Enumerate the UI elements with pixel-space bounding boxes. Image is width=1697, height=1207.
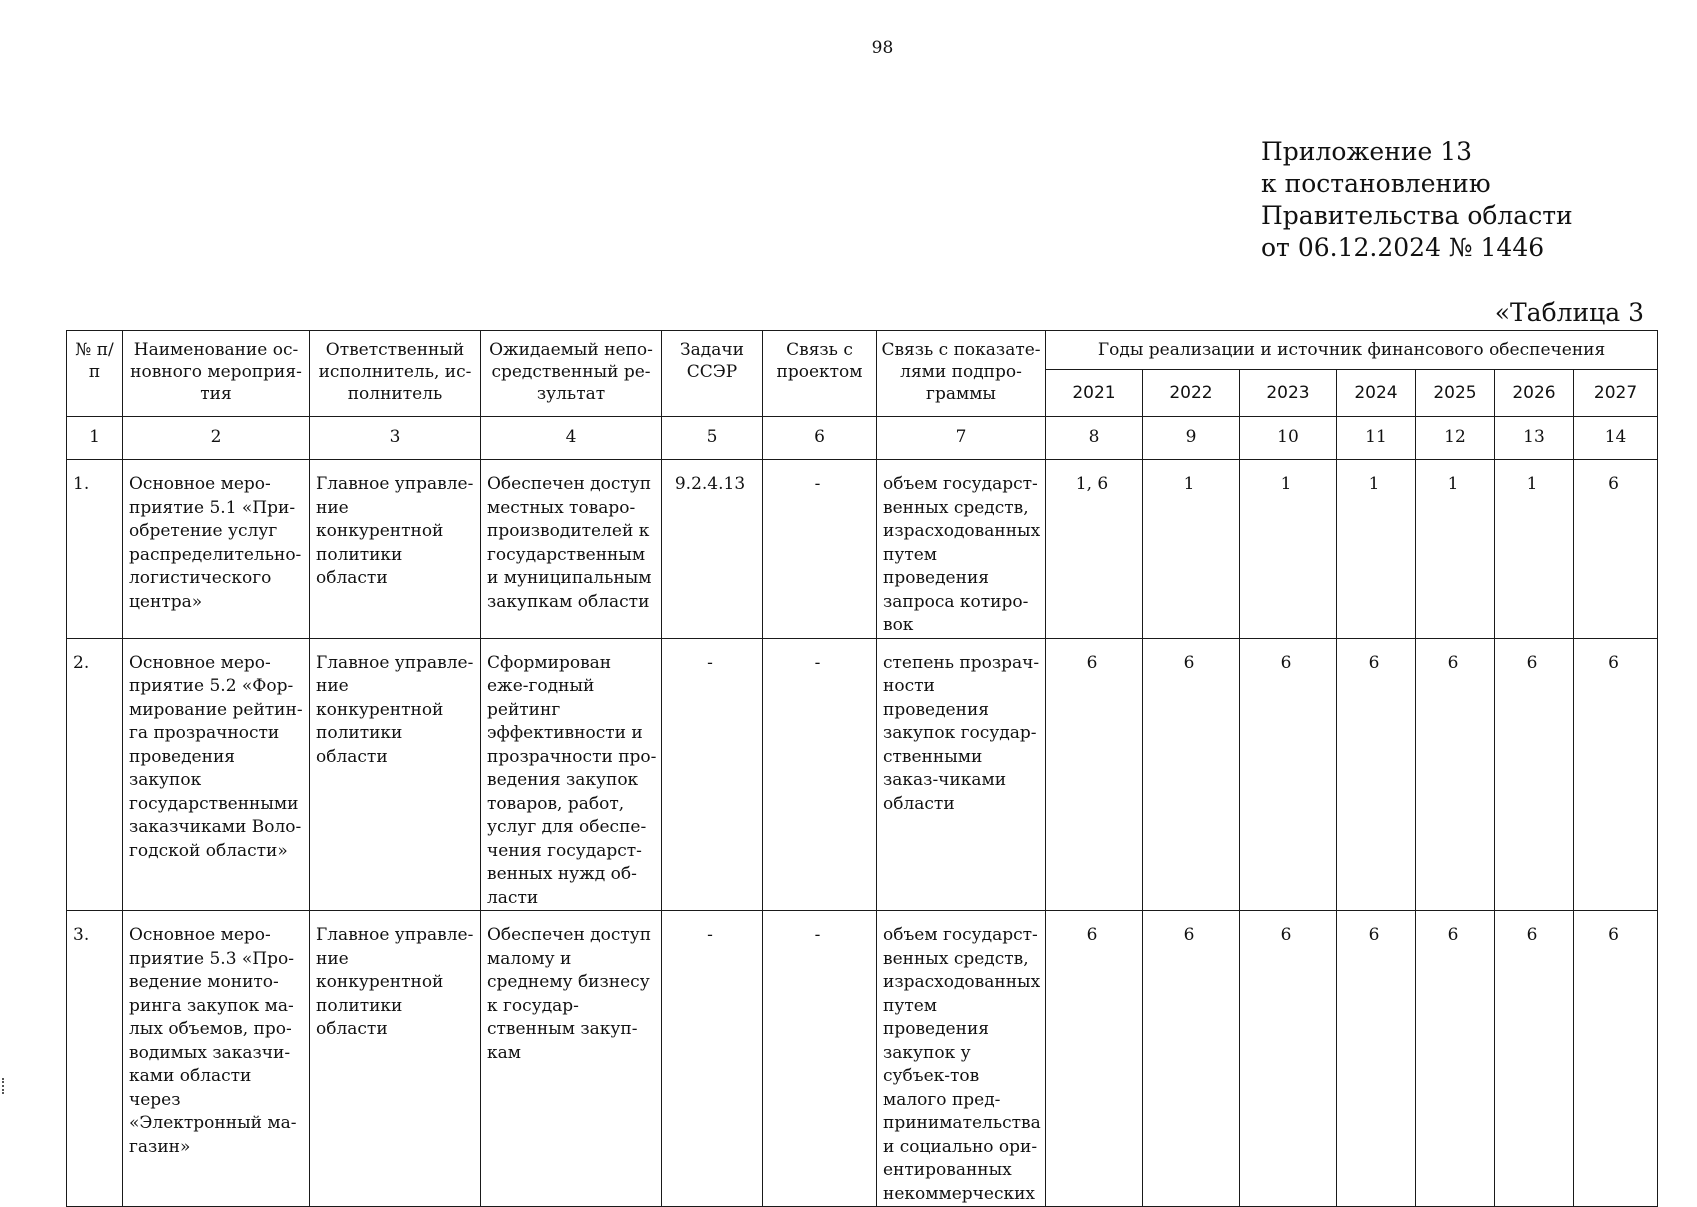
column-number: 4	[481, 417, 662, 460]
column-number: 10	[1240, 417, 1337, 460]
row-year-value: 1, 6	[1046, 460, 1143, 639]
table-caption: «Таблица 3	[1494, 298, 1644, 327]
table-row	[67, 911, 1658, 1207]
row-year-value: 1	[1240, 460, 1337, 639]
row-tasks: -	[662, 638, 763, 911]
header-result: Ожидаемый непо-средственный ре-зультат	[481, 331, 662, 417]
row-tasks: 9.2.4.13	[662, 460, 763, 639]
row-executor: Главное управле-ние конкурентной политики области	[310, 911, 481, 1207]
header-year: 2025	[1416, 370, 1495, 417]
column-number: 14	[1574, 417, 1658, 460]
column-number: 5	[662, 417, 763, 460]
row-year-value: 6	[1337, 638, 1416, 911]
row-num: 1.	[67, 460, 123, 639]
row-year-value: 1	[1495, 460, 1574, 639]
measures-table	[66, 330, 1658, 1207]
row-result: Обеспечен доступ малому и среднему бизнесу к государ-ственным закуп-кам	[481, 911, 662, 1207]
row-year-value: 6	[1143, 638, 1240, 911]
row-project: -	[763, 911, 877, 1207]
row-year-value: 6	[1046, 911, 1143, 1207]
row-year-value: 6	[1143, 911, 1240, 1207]
header-year: 2021	[1046, 370, 1143, 417]
row-year-value: 6	[1240, 911, 1337, 1207]
table-row	[67, 460, 1658, 639]
row-executor: Главное управле-ние конкурентной политики области	[310, 638, 481, 911]
header-year: 2023	[1240, 370, 1337, 417]
row-result: Сформирован еже-годный рейтинг эффективности и прозрачности про-ведения закупок товаров, работ, услуг для обеспе-чения государст-венных нужд об-ласти	[481, 638, 662, 911]
row-num: 3.	[67, 911, 123, 1207]
row-year-value: 6	[1240, 638, 1337, 911]
column-number: 7	[877, 417, 1046, 460]
row-indicators: степень прозрач-ности проведения закупок государ-ственными заказ-чиками области	[877, 638, 1046, 911]
header-executor: Ответственный исполнитель, ис-полнитель	[310, 331, 481, 417]
appendix-line-4: от 06.12.2024 № 1446	[1261, 233, 1545, 262]
row-project: -	[763, 460, 877, 639]
column-number: 13	[1495, 417, 1574, 460]
row-year-value: 6	[1495, 911, 1574, 1207]
header-tasks: Задачи ССЭР	[662, 331, 763, 417]
column-numbers-row	[67, 417, 1658, 460]
row-result: Обеспечен доступ местных товаро-производителей к государственным и муниципальным закупкам области	[481, 460, 662, 639]
row-project: -	[763, 638, 877, 911]
header-year: 2024	[1337, 370, 1416, 417]
appendix-line-3: Правительства области	[1261, 201, 1573, 230]
header-name: Наименование ос-новного мероприя-тия	[123, 331, 310, 417]
row-tasks: -	[662, 911, 763, 1207]
header-num: № п/п	[67, 331, 123, 417]
row-year-value: 6	[1574, 460, 1658, 639]
column-number: 9	[1143, 417, 1240, 460]
row-indicators: объем государст-венных средств, израсходованных путем проведения закупок у субъек-тов малого пред-принимательства и социально ори-ентированных некоммерческих	[877, 911, 1046, 1207]
column-number: 6	[763, 417, 877, 460]
row-year-value: 6	[1574, 911, 1658, 1207]
row-year-value: 6	[1416, 911, 1495, 1207]
header-year: 2026	[1495, 370, 1574, 417]
row-executor: Главное управле-ние конкурентной политики области	[310, 460, 481, 639]
appendix-header	[1261, 136, 1573, 264]
column-number: 1	[67, 417, 123, 460]
row-year-value: 6	[1337, 911, 1416, 1207]
column-number: 3	[310, 417, 481, 460]
row-year-value: 6	[1416, 638, 1495, 911]
row-year-value: 1	[1337, 460, 1416, 639]
header-year: 2027	[1574, 370, 1658, 417]
table-row	[67, 638, 1658, 911]
row-num: 2.	[67, 638, 123, 911]
column-number: 8	[1046, 417, 1143, 460]
row-name: Основное меро-приятие 5.1 «При-обретение услуг распределительно-логистического центра»	[123, 460, 310, 639]
header-indicators: Связь с показате-лями подпро-граммы	[877, 331, 1046, 417]
row-year-value: 6	[1574, 638, 1658, 911]
appendix-line-2: к постановлению	[1261, 169, 1491, 198]
column-number: 12	[1416, 417, 1495, 460]
column-number: 11	[1337, 417, 1416, 460]
column-number: 2	[123, 417, 310, 460]
row-indicators: объем государст-венных средств, израсходованных путем проведения запроса котиро-вок	[877, 460, 1046, 639]
row-name: Основное меро-приятие 5.2 «Фор-мирование рейтин-га прозрачности проведения закупок государственными заказчиками Воло-годской области»	[123, 638, 310, 911]
row-year-value: 6	[1495, 638, 1574, 911]
row-year-value: 6	[1046, 638, 1143, 911]
header-project: Связь с проектом	[763, 331, 877, 417]
scan-margin-mark	[2, 1078, 7, 1094]
header-years-group: Годы реализации и источник финансового обеспечения	[1046, 331, 1658, 370]
row-year-value: 1	[1416, 460, 1495, 639]
page-number: 98	[871, 38, 894, 58]
header-year: 2022	[1143, 370, 1240, 417]
row-name: Основное меро-приятие 5.3 «Про-ведение монито-ринга закупок ма-лых объемов, про-водимых заказчи-ками области через «Электронный ма-газин»	[123, 911, 310, 1207]
appendix-line-1: Приложение 13	[1261, 137, 1473, 166]
row-year-value: 1	[1143, 460, 1240, 639]
